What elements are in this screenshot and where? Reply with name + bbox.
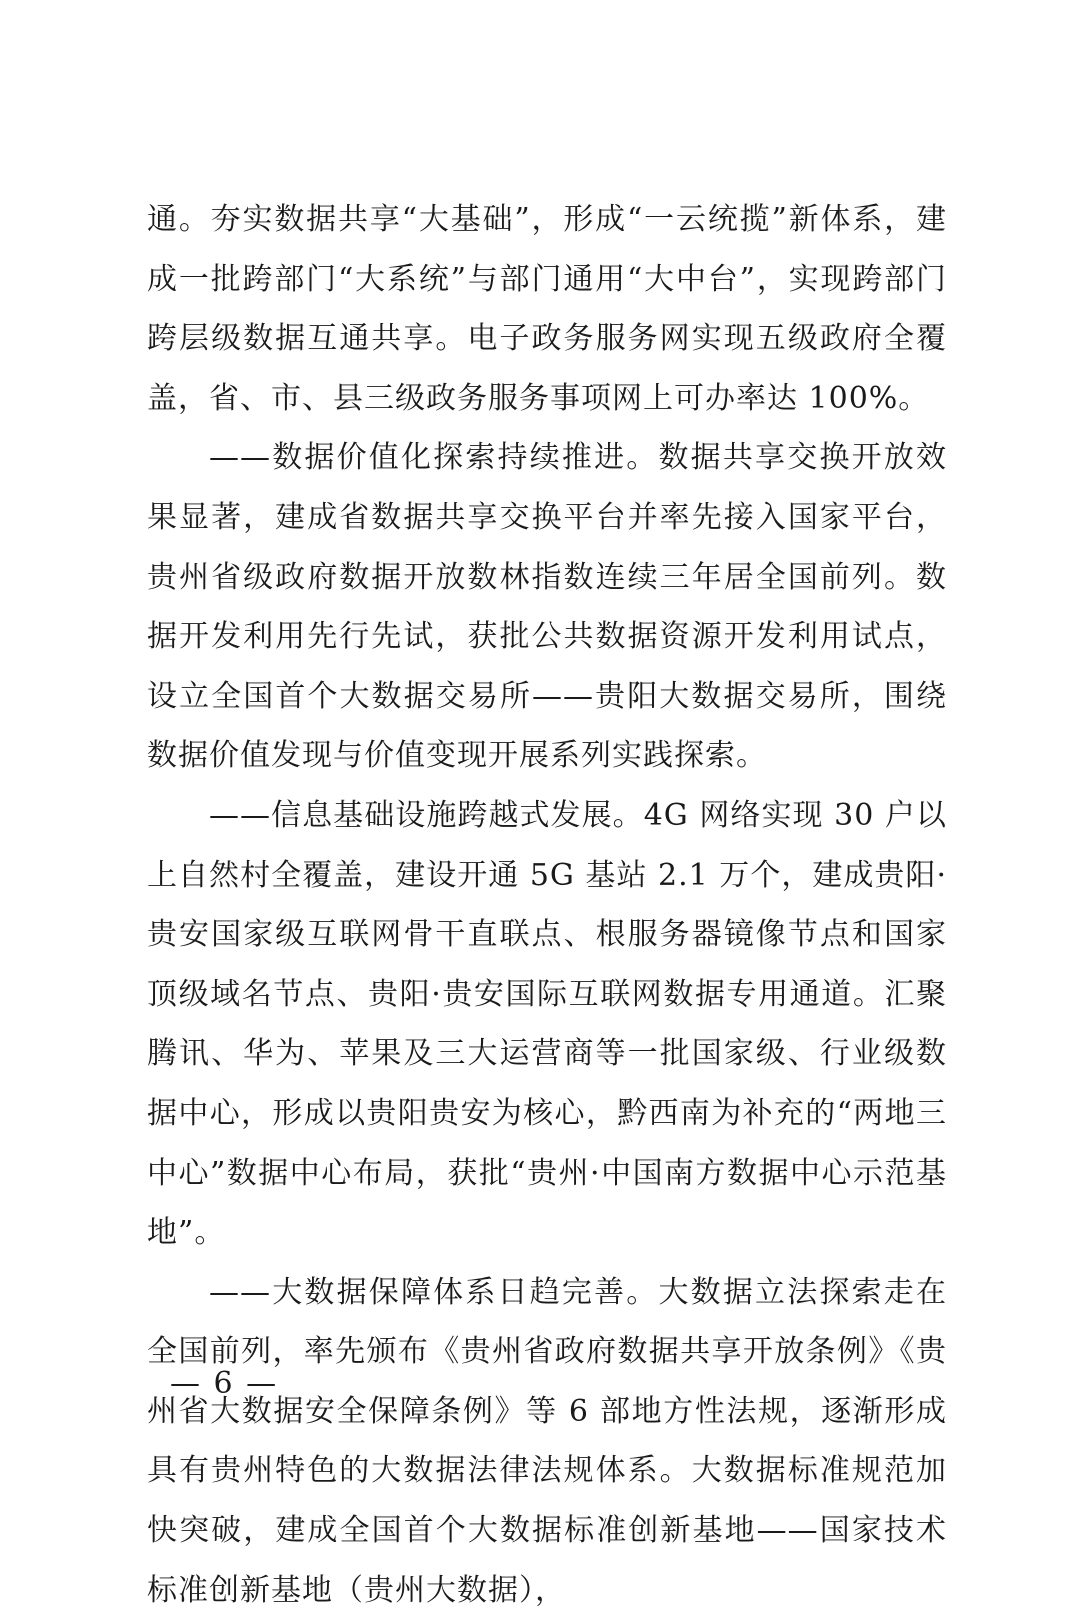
paragraph-infrastructure-development: ——信息基础设施跨越式发展。4G 网络实现 30 户以上自然村全覆盖，建设开通 5G 基站 2.1 万个，建成贵阳·贵安国家级互联网骨干直联点、根服务器镜像节点和国家顶级域名节点、贵阳·贵安国际互联网数据专用通道。汇聚腾讯、华为、苹果及三大运营商等一批国家级、行业级数据中心，形成以贵阳贵安为核心，黔西南为补充的“两地三中心”数据中心布局，获批“贵州·中国南方数据中心示范基地”。 xyxy=(147,797,947,1251)
paragraph-data-value-exploration: ——数据价值化探索持续推进。数据共享交换开放效果显著，建成省数据共享交换平台并率先接入国家平台，贵州省级政府数据开放数林指数连续三年居全国前列。数据开发利用先行先试，获批公共数据资源开发利用试点，设立全国首个大数据交易所——贵阳大数据交易所，围绕数据价值发现与价值变现开展系列实践探索。 xyxy=(147,440,947,774)
document-body xyxy=(147,190,947,1620)
page-number: — 6 — xyxy=(170,1366,279,1401)
paragraph-data-sharing-foundation: 通。夯实数据共享“大基础”，形成“一云统揽”新体系，建成一批跨部门“大系统”与部门通用“大中台”，实现跨部门跨层级数据互通共享。电子政务服务网实现五级政府全覆盖，省、市、县三级政务服务事项网上可办率达 100%。 xyxy=(147,202,947,416)
paragraph-bigdata-guarantee-system: ——大数据保障体系日趋完善。大数据立法探索走在全国前列，率先颁布《贵州省政府数据共享开放条例》《贵州省大数据安全保障条例》等 6 部地方性法规，逐渐形成具有贵州特色的大数据法律法规体系。大数据标准规范加快突破，建成全国首个大数据标准创新基地——国家技术标准创新基地（贵州大数据）， xyxy=(147,1274,947,1608)
